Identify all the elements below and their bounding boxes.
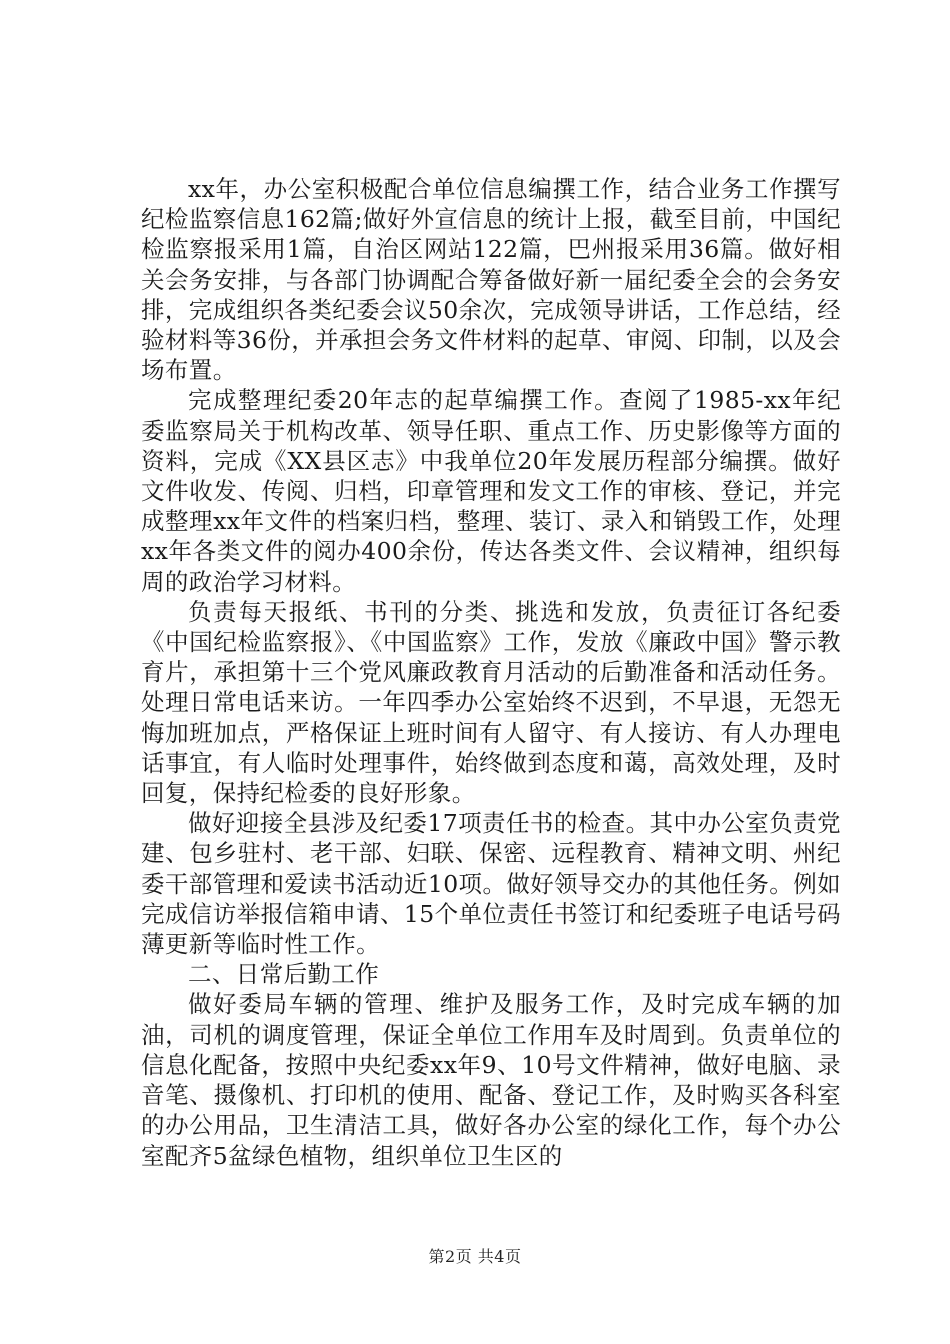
paragraph-responsibility-inspection: 做好迎接全县涉及纪委17项责任书的检查。其中办公室负责党建、包乡驻村、老干部、妇联、保密、远程教育、精神文明、州纪委干部管理和爱读书活动近10项。做好领导交办的其他任务。例如完成信访举报信箱申请、15个单位责任书签订和纪委班子电话号码薄更新等临时性工作。 [141, 809, 841, 959]
paragraph-vehicles-and-equipment: 做好委局车辆的管理、维护及服务工作，及时完成车辆的加油，司机的调度管理，保证全单位工作用车及时周到。负责单位的信息化配备，按照中央纪委xx年9、10号文件精神，做好电脑、录音笔、摄像机、打印机的使用、配备、登记工作，及时购买各科室的办公用品，卫生清洁工具，做好各办公室的绿化工作，每个办公室配齐5盆绿色植物，组织单位卫生区的 [141, 990, 841, 1170]
page-number-footer: 第2页 共4页 [428, 1247, 522, 1266]
paragraph-annals-and-archives: 完成整理纪委20年志的起草编撰工作。查阅了1985-xx年纪委监察局关于机构改革、领导任职、重点工作、历史影像等方面的资料，完成《XX县区志》中我单位20年发展历程部分编撰。做好文件收发、传阅、归档，印章管理和发文工作的审核、登记，并完成整理xx年文件的档案归档，整理、装订、录入和销毁工作，处理xx年各类文件的阅办400余份，传达各类文件、会议精神，组织每周的政治学习材料。 [141, 386, 841, 596]
paragraph-newspapers-and-reception: 负责每天报纸、书刊的分类、挑选和发放，负责征订各纪委《中国纪检监察报》、《中国监察》工作，发放《廉政中国》警示教育片，承担第十三个党风廉政教育月活动的后勤准备和活动任务。处理日常电话来访。一年四季办公室始终不迟到，不早退，无怨无悔加班加点，严格保证上班时间有人留守、有人接访、有人办理电话事宜，有人临时处理事件，始终做到态度和蔼，高效处理，及时回复，保持纪检委的良好形象。 [141, 597, 841, 808]
paragraph-office-information: xx年，办公室积极配合单位信息编撰工作，结合业务工作撰写纪检监察信息162篇;做好外宣信息的统计上报，截至目前，中国纪检监察报采用1篇，自治区网站122篇，巴州报采用36篇。做好相关会务安排，与各部门协调配合筹备做好新一届纪委全会的会务安排，完成组织各类纪委会议50余次，完成领导讲话，工作总结，经验材料等36份，并承担会务文件材料的起草、审阅、印制，以及会场布置。 [141, 175, 841, 385]
section-heading-logistics: 二、日常后勤工作 [188, 960, 380, 989]
document-body [141, 174, 841, 1171]
